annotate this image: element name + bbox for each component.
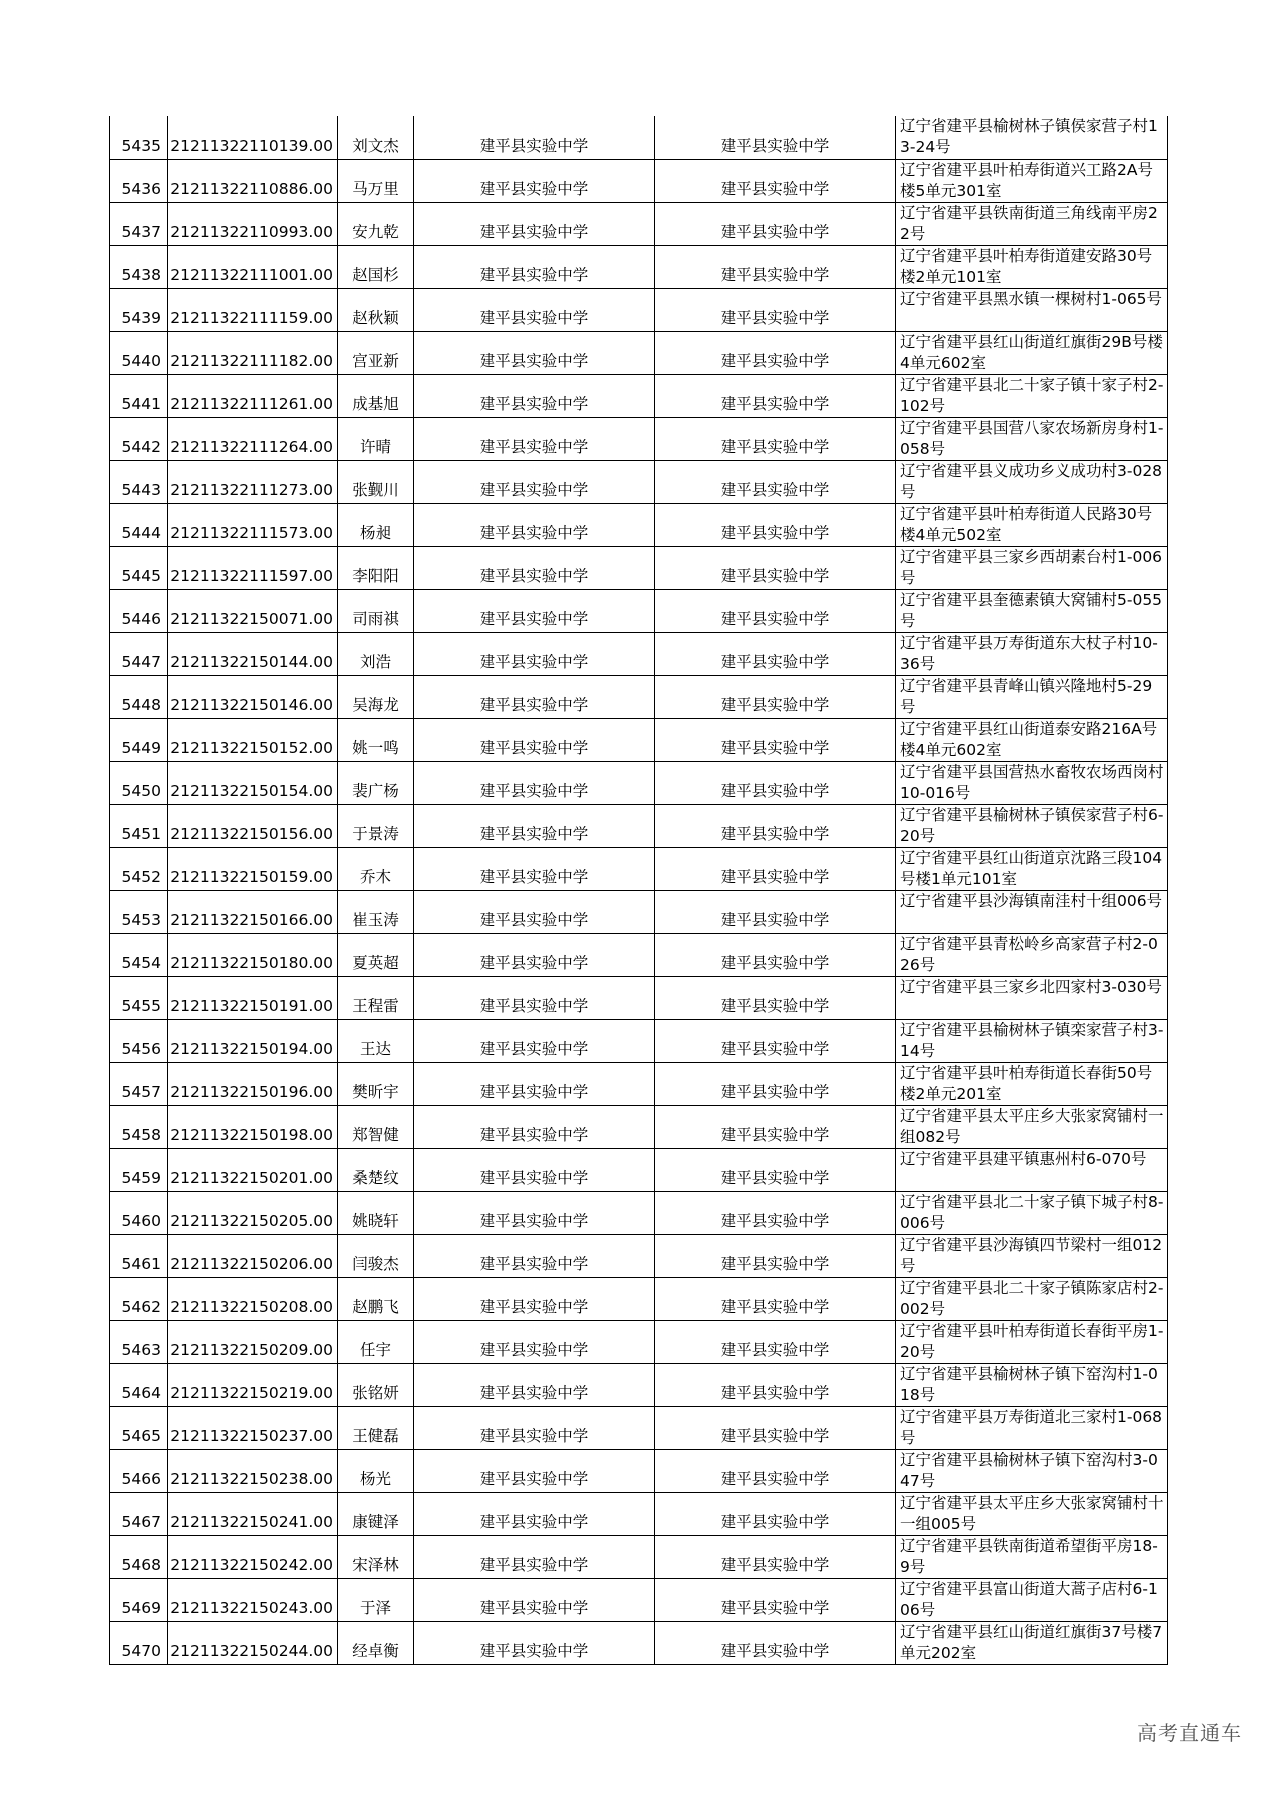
exam-id-cell: 21211322150144.00 xyxy=(168,632,338,675)
row-number-cell: 5435 xyxy=(110,116,168,159)
row-number-cell: 5465 xyxy=(110,1406,168,1449)
admitted-school-cell: 建平县实验中学 xyxy=(655,804,896,847)
table-row xyxy=(110,288,1168,331)
home-address-cell: 辽宁省建平县榆树林子镇侯家营子村13-24号 xyxy=(896,116,1168,159)
home-address-cell: 辽宁省建平县三家乡西胡素台村1-006号 xyxy=(896,546,1168,589)
graduating-school-cell: 建平县实验中学 xyxy=(414,761,655,804)
graduating-school-cell: 建平县实验中学 xyxy=(414,890,655,933)
student-name-cell: 赵鹏飞 xyxy=(338,1277,414,1320)
table-row xyxy=(110,589,1168,632)
home-address-cell: 辽宁省建平县黑水镇一棵树村1-065号 xyxy=(896,288,1168,331)
admitted-school-cell: 建平县实验中学 xyxy=(655,1105,896,1148)
graduating-school-cell: 建平县实验中学 xyxy=(414,245,655,288)
exam-id-cell: 21211322110139.00 xyxy=(168,116,338,159)
row-number-cell: 5454 xyxy=(110,933,168,976)
row-number-cell: 5463 xyxy=(110,1320,168,1363)
table-row xyxy=(110,1406,1168,1449)
graduating-school-cell: 建平县实验中学 xyxy=(414,1621,655,1664)
row-number-cell: 5447 xyxy=(110,632,168,675)
table-row xyxy=(110,933,1168,976)
graduating-school-cell: 建平县实验中学 xyxy=(414,933,655,976)
home-address-cell: 辽宁省建平县沙海镇南洼村十组006号 xyxy=(896,890,1168,933)
row-number-cell: 5451 xyxy=(110,804,168,847)
admitted-school-cell: 建平县实验中学 xyxy=(655,890,896,933)
home-address-cell: 辽宁省建平县北二十家子镇下城子村8-006号 xyxy=(896,1191,1168,1234)
graduating-school-cell: 建平县实验中学 xyxy=(414,1191,655,1234)
student-name-cell: 王程雷 xyxy=(338,976,414,1019)
row-number-cell: 5461 xyxy=(110,1234,168,1277)
admitted-school-cell: 建平县实验中学 xyxy=(655,847,896,890)
exam-id-cell: 21211322150219.00 xyxy=(168,1363,338,1406)
table-row xyxy=(110,1019,1168,1062)
graduating-school-cell: 建平县实验中学 xyxy=(414,1320,655,1363)
exam-id-cell: 21211322111001.00 xyxy=(168,245,338,288)
student-name-cell: 赵国杉 xyxy=(338,245,414,288)
student-roster-table xyxy=(109,116,1168,1665)
row-number-cell: 5444 xyxy=(110,503,168,546)
row-number-cell: 5438 xyxy=(110,245,168,288)
student-name-cell: 桑楚纹 xyxy=(338,1148,414,1191)
admitted-school-cell: 建平县实验中学 xyxy=(655,1191,896,1234)
row-number-cell: 5445 xyxy=(110,546,168,589)
row-number-cell: 5456 xyxy=(110,1019,168,1062)
admitted-school-cell: 建平县实验中学 xyxy=(655,1234,896,1277)
home-address-cell: 辽宁省建平县北二十家子镇陈家店村2-002号 xyxy=(896,1277,1168,1320)
exam-id-cell: 21211322150152.00 xyxy=(168,718,338,761)
table-row xyxy=(110,890,1168,933)
graduating-school-cell: 建平县实验中学 xyxy=(414,847,655,890)
graduating-school-cell: 建平县实验中学 xyxy=(414,159,655,202)
admitted-school-cell: 建平县实验中学 xyxy=(655,675,896,718)
student-name-cell: 宫亚新 xyxy=(338,331,414,374)
exam-id-cell: 21211322150154.00 xyxy=(168,761,338,804)
graduating-school-cell: 建平县实验中学 xyxy=(414,116,655,159)
admitted-school-cell: 建平县实验中学 xyxy=(655,331,896,374)
home-address-cell: 辽宁省建平县叶柏寿街道人民路30号楼4单元502室 xyxy=(896,503,1168,546)
admitted-school-cell: 建平县实验中学 xyxy=(655,1019,896,1062)
row-number-cell: 5437 xyxy=(110,202,168,245)
student-name-cell: 王达 xyxy=(338,1019,414,1062)
admitted-school-cell: 建平县实验中学 xyxy=(655,1277,896,1320)
student-name-cell: 乔木 xyxy=(338,847,414,890)
row-number-cell: 5466 xyxy=(110,1449,168,1492)
student-name-cell: 崔玉涛 xyxy=(338,890,414,933)
home-address-cell: 辽宁省建平县奎德素镇大窝铺村5-055号 xyxy=(896,589,1168,632)
home-address-cell: 辽宁省建平县青松岭乡高家营子村2-026号 xyxy=(896,933,1168,976)
admitted-school-cell: 建平县实验中学 xyxy=(655,589,896,632)
table-row xyxy=(110,331,1168,374)
admitted-school-cell: 建平县实验中学 xyxy=(655,460,896,503)
home-address-cell: 辽宁省建平县三家乡北四家村3-030号 xyxy=(896,976,1168,1019)
exam-id-cell: 21211322150206.00 xyxy=(168,1234,338,1277)
student-name-cell: 安九乾 xyxy=(338,202,414,245)
graduating-school-cell: 建平县实验中学 xyxy=(414,331,655,374)
admitted-school-cell: 建平县实验中学 xyxy=(655,1062,896,1105)
graduating-school-cell: 建平县实验中学 xyxy=(414,1062,655,1105)
table-row xyxy=(110,1535,1168,1578)
exam-id-cell: 21211322150238.00 xyxy=(168,1449,338,1492)
exam-id-cell: 21211322111597.00 xyxy=(168,546,338,589)
home-address-cell: 辽宁省建平县太平庄乡大张家窝铺村一组082号 xyxy=(896,1105,1168,1148)
home-address-cell: 辽宁省建平县叶柏寿街道兴工路2A号楼5单元301室 xyxy=(896,159,1168,202)
student-name-cell: 杨光 xyxy=(338,1449,414,1492)
table-row xyxy=(110,1062,1168,1105)
table-row xyxy=(110,116,1168,159)
admitted-school-cell: 建平县实验中学 xyxy=(655,1492,896,1535)
home-address-cell: 辽宁省建平县榆树林子镇栾家营子村3-14号 xyxy=(896,1019,1168,1062)
row-number-cell: 5467 xyxy=(110,1492,168,1535)
student-name-cell: 张铭妍 xyxy=(338,1363,414,1406)
admitted-school-cell: 建平县实验中学 xyxy=(655,1621,896,1664)
graduating-school-cell: 建平县实验中学 xyxy=(414,503,655,546)
home-address-cell: 辽宁省建平县榆树林子镇侯家营子村6-20号 xyxy=(896,804,1168,847)
table-row xyxy=(110,503,1168,546)
student-name-cell: 闫骏杰 xyxy=(338,1234,414,1277)
exam-id-cell: 21211322111159.00 xyxy=(168,288,338,331)
row-number-cell: 5458 xyxy=(110,1105,168,1148)
home-address-cell: 辽宁省建平县太平庄乡大张家窝铺村十一组005号 xyxy=(896,1492,1168,1535)
row-number-cell: 5457 xyxy=(110,1062,168,1105)
home-address-cell: 辽宁省建平县义成功乡义成功村3-028号 xyxy=(896,460,1168,503)
table-row xyxy=(110,1148,1168,1191)
graduating-school-cell: 建平县实验中学 xyxy=(414,288,655,331)
student-name-cell: 于泽 xyxy=(338,1578,414,1621)
admitted-school-cell: 建平县实验中学 xyxy=(655,718,896,761)
exam-id-cell: 21211322150244.00 xyxy=(168,1621,338,1664)
table-row xyxy=(110,1191,1168,1234)
student-name-cell: 吴海龙 xyxy=(338,675,414,718)
row-number-cell: 5436 xyxy=(110,159,168,202)
row-number-cell: 5440 xyxy=(110,331,168,374)
table-row xyxy=(110,1277,1168,1320)
student-name-cell: 夏英超 xyxy=(338,933,414,976)
admitted-school-cell: 建平县实验中学 xyxy=(655,1320,896,1363)
table-row xyxy=(110,417,1168,460)
exam-id-cell: 21211322150209.00 xyxy=(168,1320,338,1363)
row-number-cell: 5455 xyxy=(110,976,168,1019)
table-row xyxy=(110,202,1168,245)
exam-id-cell: 21211322150146.00 xyxy=(168,675,338,718)
home-address-cell: 辽宁省建平县红山街道红旗街29B号楼4单元602室 xyxy=(896,331,1168,374)
home-address-cell: 辽宁省建平县铁南街道希望街平房18-9号 xyxy=(896,1535,1168,1578)
exam-id-cell: 21211322150243.00 xyxy=(168,1578,338,1621)
student-name-cell: 王健磊 xyxy=(338,1406,414,1449)
graduating-school-cell: 建平县实验中学 xyxy=(414,460,655,503)
graduating-school-cell: 建平县实验中学 xyxy=(414,417,655,460)
row-number-cell: 5460 xyxy=(110,1191,168,1234)
graduating-school-cell: 建平县实验中学 xyxy=(414,1105,655,1148)
graduating-school-cell: 建平县实验中学 xyxy=(414,374,655,417)
admitted-school-cell: 建平县实验中学 xyxy=(655,1578,896,1621)
exam-id-cell: 21211322110886.00 xyxy=(168,159,338,202)
exam-id-cell: 21211322150194.00 xyxy=(168,1019,338,1062)
graduating-school-cell: 建平县实验中学 xyxy=(414,1363,655,1406)
admitted-school-cell: 建平县实验中学 xyxy=(655,202,896,245)
home-address-cell: 辽宁省建平县榆树林子镇下窑沟村1-018号 xyxy=(896,1363,1168,1406)
student-name-cell: 樊昕宇 xyxy=(338,1062,414,1105)
student-name-cell: 刘文杰 xyxy=(338,116,414,159)
exam-id-cell: 21211322150201.00 xyxy=(168,1148,338,1191)
row-number-cell: 5470 xyxy=(110,1621,168,1664)
home-address-cell: 辽宁省建平县榆树林子镇下窑沟村3-047号 xyxy=(896,1449,1168,1492)
home-address-cell: 辽宁省建平县富山街道大蒿子店村6-106号 xyxy=(896,1578,1168,1621)
admitted-school-cell: 建平县实验中学 xyxy=(655,245,896,288)
table-row xyxy=(110,718,1168,761)
table-row xyxy=(110,245,1168,288)
graduating-school-cell: 建平县实验中学 xyxy=(414,718,655,761)
exam-id-cell: 21211322110993.00 xyxy=(168,202,338,245)
table-row xyxy=(110,546,1168,589)
student-name-cell: 李阳阳 xyxy=(338,546,414,589)
row-number-cell: 5468 xyxy=(110,1535,168,1578)
graduating-school-cell: 建平县实验中学 xyxy=(414,1234,655,1277)
row-number-cell: 5450 xyxy=(110,761,168,804)
table-row xyxy=(110,1621,1168,1664)
student-name-cell: 康键泽 xyxy=(338,1492,414,1535)
admitted-school-cell: 建平县实验中学 xyxy=(655,1406,896,1449)
student-name-cell: 张觐川 xyxy=(338,460,414,503)
row-number-cell: 5442 xyxy=(110,417,168,460)
admitted-school-cell: 建平县实验中学 xyxy=(655,159,896,202)
exam-id-cell: 21211322150166.00 xyxy=(168,890,338,933)
graduating-school-cell: 建平县实验中学 xyxy=(414,546,655,589)
graduating-school-cell: 建平县实验中学 xyxy=(414,1019,655,1062)
graduating-school-cell: 建平县实验中学 xyxy=(414,976,655,1019)
exam-id-cell: 21211322150198.00 xyxy=(168,1105,338,1148)
table-row xyxy=(110,675,1168,718)
admitted-school-cell: 建平县实验中学 xyxy=(655,933,896,976)
exam-id-cell: 21211322111573.00 xyxy=(168,503,338,546)
table-row xyxy=(110,1449,1168,1492)
exam-id-cell: 21211322111261.00 xyxy=(168,374,338,417)
admitted-school-cell: 建平县实验中学 xyxy=(655,1148,896,1191)
admitted-school-cell: 建平县实验中学 xyxy=(655,761,896,804)
row-number-cell: 5453 xyxy=(110,890,168,933)
student-name-cell: 刘浩 xyxy=(338,632,414,675)
graduating-school-cell: 建平县实验中学 xyxy=(414,1449,655,1492)
student-name-cell: 杨昶 xyxy=(338,503,414,546)
student-name-cell: 经卓衡 xyxy=(338,1621,414,1664)
table-row xyxy=(110,1234,1168,1277)
admitted-school-cell: 建平县实验中学 xyxy=(655,1363,896,1406)
row-number-cell: 5469 xyxy=(110,1578,168,1621)
student-name-cell: 许晴 xyxy=(338,417,414,460)
home-address-cell: 辽宁省建平县红山街道红旗街37号楼7单元202室 xyxy=(896,1621,1168,1664)
row-number-cell: 5464 xyxy=(110,1363,168,1406)
exam-id-cell: 21211322150180.00 xyxy=(168,933,338,976)
row-number-cell: 5448 xyxy=(110,675,168,718)
roster-body xyxy=(110,116,1168,1664)
exam-id-cell: 21211322150241.00 xyxy=(168,1492,338,1535)
admitted-school-cell: 建平县实验中学 xyxy=(655,1535,896,1578)
table-row xyxy=(110,1363,1168,1406)
table-row xyxy=(110,847,1168,890)
home-address-cell: 辽宁省建平县叶柏寿街道建安路30号楼2单元101室 xyxy=(896,245,1168,288)
admitted-school-cell: 建平县实验中学 xyxy=(655,976,896,1019)
exam-id-cell: 21211322150159.00 xyxy=(168,847,338,890)
table-row xyxy=(110,1320,1168,1363)
exam-id-cell: 21211322111273.00 xyxy=(168,460,338,503)
admitted-school-cell: 建平县实验中学 xyxy=(655,1449,896,1492)
table-row xyxy=(110,1492,1168,1535)
student-name-cell: 马万里 xyxy=(338,159,414,202)
home-address-cell: 辽宁省建平县红山街道京沈路三段104号楼1单元101室 xyxy=(896,847,1168,890)
table-row xyxy=(110,761,1168,804)
graduating-school-cell: 建平县实验中学 xyxy=(414,589,655,632)
exam-id-cell: 21211322150071.00 xyxy=(168,589,338,632)
student-name-cell: 裴广杨 xyxy=(338,761,414,804)
admitted-school-cell: 建平县实验中学 xyxy=(655,632,896,675)
table-row xyxy=(110,1105,1168,1148)
home-address-cell: 辽宁省建平县红山街道泰安路216A号楼4单元602室 xyxy=(896,718,1168,761)
home-address-cell: 辽宁省建平县北二十家子镇十家子村2-102号 xyxy=(896,374,1168,417)
table-row xyxy=(110,1578,1168,1621)
exam-id-cell: 21211322111182.00 xyxy=(168,331,338,374)
home-address-cell: 辽宁省建平县沙海镇四节梁村一组012号 xyxy=(896,1234,1168,1277)
table-row xyxy=(110,804,1168,847)
exam-id-cell: 21211322150191.00 xyxy=(168,976,338,1019)
home-address-cell: 辽宁省建平县万寿街道北三家村1-068号 xyxy=(896,1406,1168,1449)
home-address-cell: 辽宁省建平县铁南街道三角线南平房22号 xyxy=(896,202,1168,245)
student-name-cell: 赵秋颖 xyxy=(338,288,414,331)
home-address-cell: 辽宁省建平县叶柏寿街道长春街平房1-20号 xyxy=(896,1320,1168,1363)
exam-id-cell: 21211322150205.00 xyxy=(168,1191,338,1234)
exam-id-cell: 21211322150237.00 xyxy=(168,1406,338,1449)
graduating-school-cell: 建平县实验中学 xyxy=(414,1492,655,1535)
admitted-school-cell: 建平县实验中学 xyxy=(655,417,896,460)
graduating-school-cell: 建平县实验中学 xyxy=(414,675,655,718)
row-number-cell: 5446 xyxy=(110,589,168,632)
table-row xyxy=(110,632,1168,675)
admitted-school-cell: 建平县实验中学 xyxy=(655,288,896,331)
home-address-cell: 辽宁省建平县国营热水畜牧农场西岗村10-016号 xyxy=(896,761,1168,804)
table-row xyxy=(110,460,1168,503)
table-row xyxy=(110,159,1168,202)
graduating-school-cell: 建平县实验中学 xyxy=(414,1148,655,1191)
row-number-cell: 5449 xyxy=(110,718,168,761)
student-name-cell: 姚晓轩 xyxy=(338,1191,414,1234)
graduating-school-cell: 建平县实验中学 xyxy=(414,1535,655,1578)
exam-id-cell: 21211322150242.00 xyxy=(168,1535,338,1578)
row-number-cell: 5443 xyxy=(110,460,168,503)
graduating-school-cell: 建平县实验中学 xyxy=(414,1277,655,1320)
graduating-school-cell: 建平县实验中学 xyxy=(414,632,655,675)
watermark-text: 高考直通车 xyxy=(1137,1721,1242,1745)
graduating-school-cell: 建平县实验中学 xyxy=(414,804,655,847)
home-address-cell: 辽宁省建平县国营八家农场新房身村1-058号 xyxy=(896,417,1168,460)
home-address-cell: 辽宁省建平县万寿街道东大杖子村10-36号 xyxy=(896,632,1168,675)
home-address-cell: 辽宁省建平县青峰山镇兴隆地村5-29号 xyxy=(896,675,1168,718)
exam-id-cell: 21211322150156.00 xyxy=(168,804,338,847)
home-address-cell: 辽宁省建平县叶柏寿街道长春街50号楼2单元201室 xyxy=(896,1062,1168,1105)
admitted-school-cell: 建平县实验中学 xyxy=(655,503,896,546)
student-name-cell: 郑智健 xyxy=(338,1105,414,1148)
table-row xyxy=(110,374,1168,417)
admitted-school-cell: 建平县实验中学 xyxy=(655,116,896,159)
student-name-cell: 司雨祺 xyxy=(338,589,414,632)
student-name-cell: 成基旭 xyxy=(338,374,414,417)
row-number-cell: 5439 xyxy=(110,288,168,331)
student-name-cell: 任宇 xyxy=(338,1320,414,1363)
row-number-cell: 5459 xyxy=(110,1148,168,1191)
student-name-cell: 宋泽林 xyxy=(338,1535,414,1578)
row-number-cell: 5462 xyxy=(110,1277,168,1320)
row-number-cell: 5441 xyxy=(110,374,168,417)
exam-id-cell: 21211322150208.00 xyxy=(168,1277,338,1320)
admitted-school-cell: 建平县实验中学 xyxy=(655,546,896,589)
exam-id-cell: 21211322111264.00 xyxy=(168,417,338,460)
admitted-school-cell: 建平县实验中学 xyxy=(655,374,896,417)
home-address-cell: 辽宁省建平县建平镇惠州村6-070号 xyxy=(896,1148,1168,1191)
student-name-cell: 于景涛 xyxy=(338,804,414,847)
table-row xyxy=(110,976,1168,1019)
student-name-cell: 姚一鸣 xyxy=(338,718,414,761)
exam-id-cell: 21211322150196.00 xyxy=(168,1062,338,1105)
graduating-school-cell: 建平县实验中学 xyxy=(414,1578,655,1621)
graduating-school-cell: 建平县实验中学 xyxy=(414,1406,655,1449)
row-number-cell: 5452 xyxy=(110,847,168,890)
graduating-school-cell: 建平县实验中学 xyxy=(414,202,655,245)
